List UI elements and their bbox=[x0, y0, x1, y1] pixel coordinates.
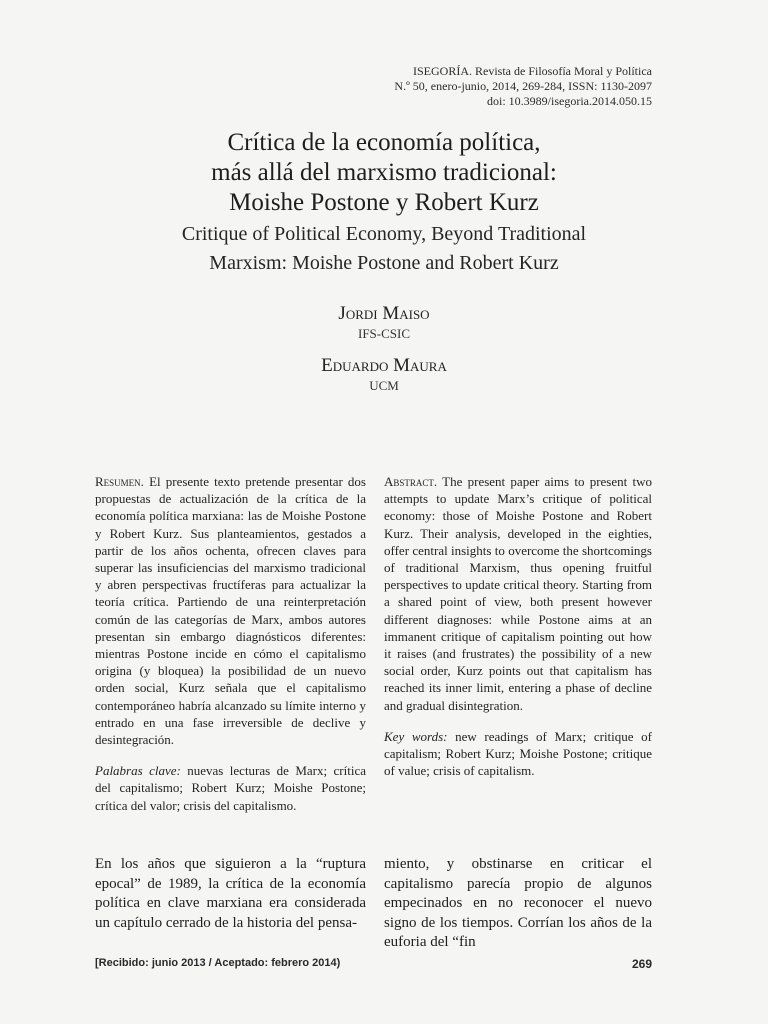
journal-doi: doi: 10.3989/isegoria.2014.050.15 bbox=[487, 94, 652, 108]
journal-issue: N.º 50, enero-junio, 2014, 269-284, ISSN: 1130-2097 bbox=[394, 79, 652, 93]
keywords-english-text: new readings of Marx; critique of capitalism; Robert Kurz; Moishe Postone; critique of value; crisis of capitalism. bbox=[384, 728, 652, 779]
page-number: 269 bbox=[631, 957, 652, 971]
keywords-english-label: Key words: bbox=[384, 728, 448, 744]
journal-header bbox=[292, 64, 652, 109]
abstract-spanish-label: Resumen. bbox=[95, 474, 144, 489]
title-spanish-line-3: Moishe Postone y Robert Kurz bbox=[229, 189, 539, 216]
abstract-spanish-paragraph bbox=[95, 473, 366, 748]
author-affiliation-2: UCM bbox=[369, 378, 399, 393]
abstract-spanish bbox=[95, 473, 366, 814]
keywords-spanish-text: nuevas lecturas de Marx; crítica del capitalismo; Robert Kurz; Moishe Postone; crítica del valor; crisis del capitalismo. bbox=[95, 763, 366, 813]
abstract-english bbox=[384, 473, 652, 779]
abstract-english-label: Abstract. bbox=[384, 474, 438, 489]
title-block bbox=[0, 128, 768, 278]
abstract-spanish-text: El presente texto pretende presentar dos propuestas de actualización de la crítica de la economía política marxiana: las de Moishe Postone y Robert Kurz. Sus planteamientos, gestados a partir de los años ochenta, ofrecen claves para superar las insuficiencias del marxismo tradicional y abren perspectivas fructíferas para actualizar la teoría crítica. Partiendo de una reinterpretación común de las categorías de Marx, ambos autores presentan sin embargo diagnósticos diferentes: mientras Postone incide en cómo el capitalismo origina (y bloquea) la posibilidad de un nuevo orden social, Kurz señala que el capitalismo contemporáneo habría alcanzado su límite interno y entrado en una fase irreversible de declive y desintegración. bbox=[95, 474, 366, 748]
title-spanish-line-1: Crítica de la economía política, bbox=[227, 129, 541, 156]
footer bbox=[95, 957, 652, 969]
received-accepted-note: [Recibido: junio 2013 / Aceptado: febrero 2014) bbox=[95, 957, 341, 969]
title-english-line-2: Marxism: Moishe Postone and Robert Kurz bbox=[209, 252, 559, 274]
author-name-1: Jordi Maiso bbox=[338, 303, 430, 324]
body-text-left: En los años que siguieron a la “ruptura epocal” de 1989, la crítica de la economía política en clave marxiana era considerada un capítulo cerrado de la historia del pensa- bbox=[95, 856, 366, 931]
abstract-english-paragraph bbox=[384, 473, 652, 714]
authors bbox=[0, 302, 768, 406]
journal-name: ISEGORÍA. Revista de Filosofía Moral y Política bbox=[413, 64, 652, 78]
keywords-english bbox=[384, 728, 652, 780]
body-text-right: miento, y obstinarse en criticar el capitalismo parecía propio de algunos empecinados en no reconocer el nuevo signo de los tiempos. Corrían los años de la euforia del “fin bbox=[384, 856, 652, 950]
keywords-spanish bbox=[95, 762, 366, 814]
title-spanish-line-2: más allá del marxismo tradicional: bbox=[211, 159, 557, 186]
author-name-2: Eduardo Maura bbox=[321, 355, 447, 376]
abstract-english-text: The present paper aims to present two attempts to update Marx’s critique of political economy: those of Moishe Postone and Robert Kurz. Their analysis, developed in the eighties, offer central insights to overcome the shortcomings of traditional Marxism, thus opening fruitful perspectives to update critical theory. Starting from a shared point of view, both present however different diagnoses: while Postone aims at an immanent critique of capitalism pointing out how it raises (and frustrates) the possibility of a new social order, Kurz points out that capitalism has reached its inner limit, entering a phase of decline and gradual disintegration. bbox=[384, 474, 652, 713]
author-affiliation-1: IFS-CSIC bbox=[357, 326, 411, 341]
keywords-spanish-label: Palabras clave: bbox=[95, 763, 181, 779]
title-english-line-1: Critique of Political Economy, Beyond Traditional bbox=[181, 223, 587, 245]
